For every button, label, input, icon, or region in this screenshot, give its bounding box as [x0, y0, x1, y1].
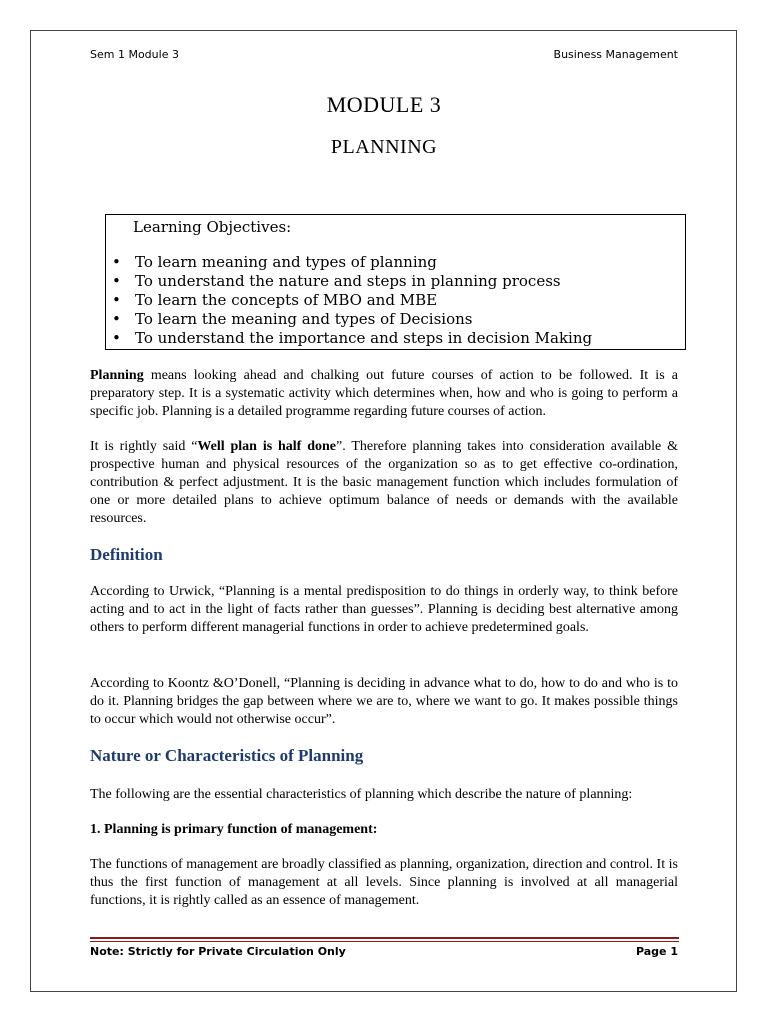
objective-item [112, 329, 592, 348]
objective-text: To understand the nature and steps in planning process [135, 272, 561, 290]
page-footer [90, 945, 678, 961]
learning-objectives-box [105, 214, 686, 350]
objective-text: To understand the importance and steps in decision Making [135, 329, 593, 347]
learning-objectives-list [112, 253, 592, 348]
bullet-icon: • [112, 272, 121, 290]
objective-text: To learn the concepts of MBO and MBE [135, 291, 438, 309]
bullet-icon: • [112, 291, 121, 309]
definition-heading: Definition [90, 545, 163, 564]
intro-text: means looking ahead and chalking out future courses of action to be followed. It is a preparatory step. It is a systematic activity which determines when, how and who is going to perform a specific job. Planning is a detailed programme regarding future courses of action. [90, 368, 678, 419]
saying-after: ”. Therefore planning takes into consideration available & prospective human and physical resources of the organization so as to get effective co-ordination, contribution & perfect adjustment. It is the basic management function which includes formulation of one or more detailed plans to achieve optimum balance of needs or demands with the available resources. [90, 439, 679, 526]
objective-item [112, 253, 592, 272]
objective-text: To learn meaning and types of planning [135, 253, 437, 271]
bullet-icon: • [112, 329, 121, 347]
koontz-definition: According to Koontz &O’Donell, “Planning is deciding in advance what to do, how to do and who is to do it. Planning bridges the gap between where we are to, where we want to go. It makes possible things to occur which would not otherwise occur”. [90, 676, 678, 727]
saying-paragraph [90, 438, 678, 528]
footer-rule [90, 937, 679, 939]
saying-before: It is rightly said “ [90, 439, 198, 454]
bullet-icon: • [112, 253, 121, 271]
header-course: Sem 1 Module 3 [90, 48, 179, 61]
intro-paragraph [90, 367, 678, 421]
learning-objectives-title: Learning Objectives: [133, 218, 292, 236]
bullet-icon: • [112, 310, 121, 328]
page-number: Page 1 [635, 945, 678, 958]
objective-item [112, 291, 592, 310]
module-subject-title: PLANNING [330, 136, 438, 158]
footer-rule-thin [90, 941, 679, 942]
saying-quote: Well plan is half done [197, 439, 336, 454]
point1-heading: 1. Planning is primary function of management: [90, 822, 378, 837]
objective-item [112, 272, 592, 291]
module-title: MODULE 3 [326, 92, 442, 117]
nature-heading: Nature or Characteristics of Planning [90, 746, 364, 765]
intro-term: Planning [90, 368, 144, 383]
header-subject: Business Management [553, 48, 678, 61]
point1-paragraph: The functions of management are broadly classified as planning, organization, direction and control. It is thus the first function of management at all levels. Since planning is involved at all managerial functions, it is rightly called as an essence of management. [90, 857, 678, 908]
objective-text: To learn the meaning and types of Decisions [135, 310, 473, 328]
nature-intro: The following are the essential characteristics of planning which describe the nature of planning: [90, 787, 633, 802]
page-header [90, 48, 678, 64]
urwick-definition: According to Urwick, “Planning is a mental predisposition to do things in orderly way, to think before acting and to act in the light of facts rather than guesses”. Planning is deciding best alternative among others to perform different managerial functions in order to achieve predetermined goals. [90, 584, 678, 635]
footer-note: Note: Strictly for Private Circulation Only [90, 945, 346, 958]
objective-item [112, 310, 592, 329]
